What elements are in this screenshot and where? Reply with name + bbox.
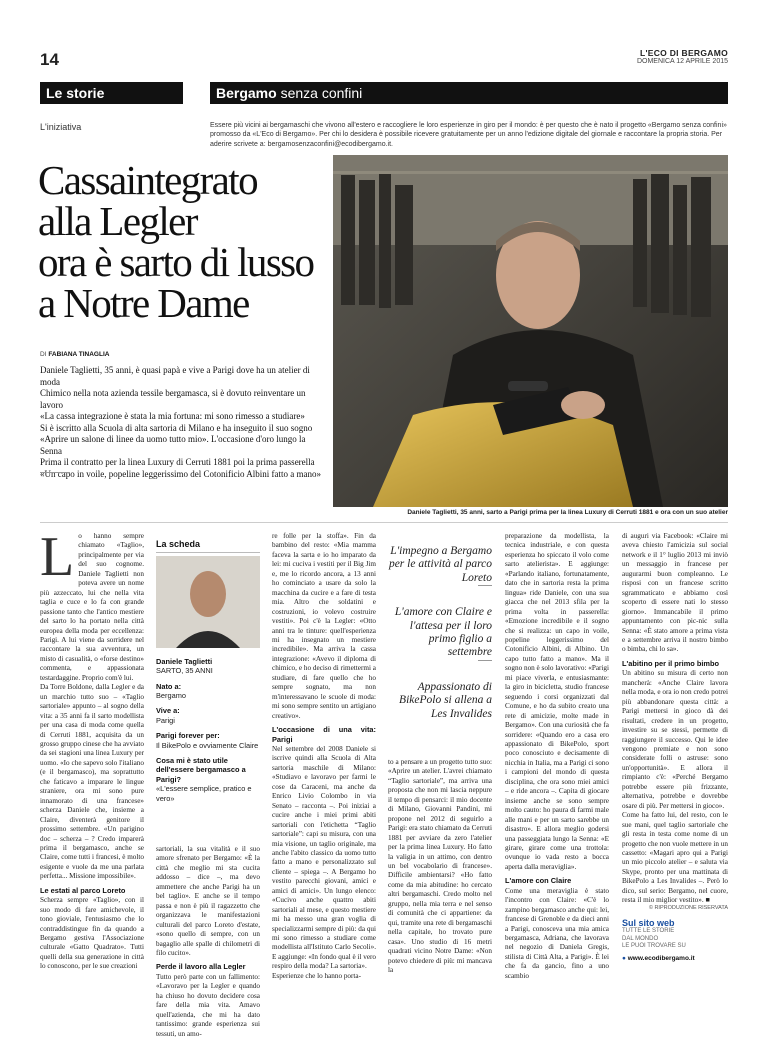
paragraph: Un abitino su misura di certo non mancherà: «Anche Claire lavora nella moda, e ora io non credo potrei più abbandonare questa città: a Parigi mettersi in gioco dà dei risultati, credere in un progetto, investire su se stessi, permette di raggiungere il successo. Qui le idee vengono premiate e non sono considerate folli o astruse: sono un'opportunità». E allora il rimpianto c'è: «Perché Bergamo potrebbe essere più frizzante, alternativa, potrebbe e dovrebbe osare di più. Per mettersi in gioco». [622,669,728,810]
paragraph: Esperienze che lo hanno porta- [272,971,362,980]
headline-line: ora è sarto di lusso [38,239,314,285]
web-line: TUTTE LE STORIE [622,928,675,934]
article-column-2 [156,845,260,1038]
profile-label: Parigi forever per: [156,731,220,741]
headline-line: Cassaintegrato [38,157,257,203]
summary-line: «La cassa integrazione è stata la mia fortuna: mi sono rimesso a studiare» [40,411,305,421]
subheading: Perde il lavoro alla Legler [156,962,246,972]
paragraph: re folle per la stoffa». Fin da bambino del resto: «Mia mamma faceva la sarta e io ho imparato da lei: mi cuciva i vestiti per il Big Jim e, me lo ricordo ancora, a 13 anni ho cominciato a usare da solo la macchina da cucire e a fare di testa mia. Altro che soldatini e costruzioni, io volevo costruire vestiti». Poi c'è la Legler: «Otto anni tra le tinture: quell'esperienza mi ha insegnato un mestiere incredibile». Ma arriva la cassa integrazione: «Avevo il diploma di chimico, e ho deciso di rimettermi a studiare, di fare quello che ho sempre sognato, ma non m'interessavano le scuole di moda: mi sono sempre sentito un artigiano creativo». [272,532,376,720]
quote-text: L'amore con Claire e l'attesa per il loro primo figlio a settembre [394,606,492,659]
byline [40,351,109,358]
subheading: L'occasione di una vita: Parigi [272,725,376,744]
main-photo [333,155,728,507]
article-column-5 [505,532,610,980]
rubric-rest: senza confini [276,85,363,101]
web-line: LE PUOI TROVARE SU [622,943,686,950]
copyright-note: © RIPRODUZIONE RISERVATA [648,905,728,911]
paragraph: preparazione da modellista, la tecnica industriale, e con questa esperienza ho spiccato il volo come sarto atelierista». E aggiunge: «Parlando italiano, fortunatamente, dato che in sartoria resta la prima lingua» ride Daniele, con una sua giacca che nel 2013 sfila per la prima volta in passerella: «Emozione incredibile e il sogno che si realizza: un capo in voile, popeline leggerissimo del Cotonificio Albini, di Albino. Un capo tutto fatto a mano». Ma il sogno non è solo lavorativo: «Parigi mi piace viverla, e entusiasmante: la giro in bicicletta, studio francese seguendo i corsi organizzati dal Comune, e ho da subito creato una rete di amicizie, molte made in Bergamo». Con una curiosità che fa sorridere: «Quando ero a casa ero appassionato di BikePolo, sport poco conosciuto e decisamente di nicchia in Italia, ma a Parigi ci sono i campioni del mondo di questa disciplina, che ora sono miei amici – e ride ancora –. Capita di giocare insieme anche se sono sempre molto cauto: ho paura di farmi male alle mani e per un sarto sarebbe un disastro». E allora meglio godersi una passeggiata lungo la Senna: «E girare, girare come una trottola: ovunque io vada resto a bocca aperta dalla meraviglia». [505,532,610,871]
headline [38,157,328,326]
profile-label: Cosa mi è stato utile dell'essere bergamasco a Parigi? [156,756,246,784]
article-column-3 [272,532,376,980]
headline-line: alla Legler [38,198,197,244]
profile-value: Bergamo [156,691,186,701]
paragraph: Scherza sempre «Taglio», con il suo modo di fare amichevole, il tono gioviale, l'entusiasmo che lo contraddistingue fin da quando a Bergamo gestiva l'Associazione culturale «Gatto Quadrato». Tutti quelli della sua generazione in città lo conoscono, per le sue creazioni [40,896,144,971]
profile-value: Parigi [156,715,175,725]
profile-box [156,540,260,835]
quote-divider [478,660,492,661]
article-column-6 [622,532,728,905]
page-number: 14 [40,50,59,69]
profile-label: Nato a: [156,681,182,691]
paragraph: Come ha fatto lui, del resto, con le sue mani, quel taglio sartoriale che gli resta in testa come nome di un progetto che non vuole mettere in un cassetto: «Magari apro qui a Parigi un mio piccolo atelier – e saluta via Skype, pronto per una mattinata di BikePolo a Les Invalides –. Però lo dico, sul serio: Bergamo, nel cuore, resta il mio miglior vestito». ■ [622,811,728,905]
newspaper-name: L'ECO DI BERGAMO [639,48,728,58]
divider [40,522,728,523]
photo-caption: Daniele Taglietti, 35 anni, sarto a Parigi prima per la linea Luxury di Cerruti 1881 e ora con un suo atelier [407,509,728,516]
summary-line: Daniele Taglietti, 35 anni, è quasi papà e vive a Parigi dove ha un atelier di moda [40,365,310,387]
web-line: DAL MONDO [622,935,659,942]
paragraph: Tutto però parte con un fallimento: «Lavoravo per la Legler e quando ha chiuso ho dovuto decidere cosa fare della mia vita. Amavo quell'azienda, che mi ha dato tantissimo: grande esperienza sui tessuti, un amo- [156,972,260,1038]
article-column-4 [388,758,492,977]
drop-cap: L [40,526,75,588]
globe-icon: ● [622,954,626,962]
summary-line: Chimico nella nota azienda tessile bergamasca, si è dovuto reinventare un lavoro [40,388,306,410]
pull-quotes [388,545,492,741]
rubric-bold: Bergamo [216,85,277,101]
paragraph: o hanno sempre chiamato «Taglio», principalmente per via del suo cognome. Daniele Taglietti non poteva avere un nome più azzeccato, lui che nella vita taglia e cuce e lo fa con grande passione tanto che l'antico mestiere del sarto lo ha portato nella città europea della moda per eccellenza: Parigi. A lui viene da sorridere nel raccontare la sua avventura, un misto di casualità, o «forse destino» commenta, e appassionata testardaggine. Proprio com'è lui. [40,532,144,682]
quote-text: L'impegno a Bergamo per le attività al parco Loreto [388,545,492,584]
kicker: L'iniziativa [40,122,82,132]
headline-line: a Notre Dame [38,280,249,326]
quote-text: Appassionato di BikePolo si allena a Les Invalides [399,680,492,720]
article-column-1 [40,526,144,977]
web-title: Sul sito web [622,918,675,928]
web-box [622,918,728,962]
byline-prefix: DI [40,351,49,358]
pull-quote [388,681,492,721]
paragraph: di auguri via Facebook: «Claire mi aveva chiesto l'amicizia sul social network e il 1° luglio 2013 mi inviò un messaggio in francese per augurarmi buon compleanno. Le risposi con un francese scritto sgrammaticato e abbiamo così scoperto di essere nati lo stesso giorno». Immancabile il primo appuntamento con pic-nic sulla Senna: «È stato amore a prima vista e a settembre arriva il nostro bimbo o bimba, chi lo sa». [622,532,728,654]
pull-quote [388,606,492,661]
tailor-ironing-photo [333,155,728,507]
pull-quote [388,545,492,586]
paragraph: Nel settembre del 2008 Daniele si iscrive quindi alla Scuola di Alta sartoria maschile di Milano: «Studiavo e lavoravo per farmi le cose da Caraceni, ma anche da Enrico Livio Colombo in via Senato – racconta –. Poi iniziai a cucire anche i miei primi abiti sartoriali con l'etichetta “Taglio sartoriale”: capi su misura, con una mia visione, un taglio originale, ma anche l'abito classico da uomo tutto fatto a mano e personalizzato sul cliente – spiega –. A Bergamo ho vestito parecchi giovani, amici e amici di amici». Un lungo elenco: «Cucivo anche quattro abiti sartoriali al mese, e questo mestiere mi ha messo una gran voglia di specializzarmi sempre di più: da qui mi sono rimesso a studiare come modellista all'Istituto Carlo Secoli». E aggiunge: «In fondo qual è il vero respiro della moda? La sartoria». [272,744,376,971]
profile-label: Vive a: [156,706,180,716]
issue-date: DOMENICA 12 APRILE 2015 [636,58,728,65]
summary-line: «Aprire un salone di linee da uomo tutto mio». L'occasione d'oro lungo la Senna [40,434,306,456]
subheading: L'amore con Claire [505,876,572,886]
subheading: Le estati al parco Loreto [40,885,126,895]
profile-value: «L'essere semplice, pratico e vero» [156,784,252,803]
portrait-photo [156,556,260,648]
profile-title: La scheda [156,540,260,553]
web-link[interactable] [622,955,728,962]
summary-line: Prima il contratto per la linea Luxury di Cerruti 1881 poi la prima passerella [40,457,315,467]
masthead [637,48,728,65]
quote-divider [478,585,492,586]
summary-line: Si è iscritto alla Scuola di alta sartoria di Milano e ha inseguito il suo sogno [40,422,313,433]
intro-text: Essere più vicini ai bergamaschi che vivono all'estero e raccogliere le loro esperienze in giro per il mondo: è per questo che è nato il progetto «Bergamo senza confini» promosso da «L'Eco di Bergamo». Per chi lo desidera è possibile ricevere gratuitamente per un anno l'edizione digitale del giornale e raccontare la propria storia. Per aderire scrivete a: bergamosenzaconfini@ecodibergamo.it. [210,122,727,148]
subheading: L'abitino per il primo bimbo [622,658,720,668]
paragraph: sartoriali, la sua vitalità e il suo amore sfrenato per Bergamo: «È la città che meglio mi sta cucita addosso – dice –, ma devo ammettere che anche Parigi ha un bel taglio». E anche se il tempo passa e non è più il ragazzetto che organizzava le manifestazioni culturali del parco Loreto d'estate, «sono quello di sempre, con un bagaglio alle spalle di chilometri di filo cucito». [156,845,260,957]
profile-name: Daniele Taglietti [156,656,213,666]
rubric-bar [210,82,728,104]
paragraph: Come una meraviglia è stato l'incontro con Claire: «C'è lo zampino bergamasco anche qui: lei, francese di Grenoble e da dieci anni a Parigi, conosceva una mia amica bergamasca, Adriana, che lavorava nel negozio di Daniela Gregis, stilista di Città Alta, a Parigi». È lei che fa da gancio, fino a uno scambio [505,886,609,980]
section-bar: Le storie [40,82,183,104]
paragraph: Da Torre Boldone, dalla Legler e da un marchio tutto suo – «Taglio sartoriale» appunto – al sogno della vita: a 35 anni fa il sarto modellista per una casa di moda come quella di Cerruti 1881, acquisita da un grosso gruppo cinese che ha avviato da sei stagioni una linea Luxury per uomo. «Io che sapevo solo l'italiano (e il bergamasco), ma soprattutto che faticavo a imparare le lingue straniere, ora mi sono pure innamorato di una francese» scherza Daniele che, insieme a Claire, diventerà genitore il prossimo settembre. «Un parigino doc – scherza – ? Credo imparerà prima il bergamasco, anche se Claire, come tutti i francesi, è molto esigente e vuole da me una parlata perfetta... Missione impossibile». [40,683,144,881]
author-name: FABIANA TINAGLIA [48,351,110,358]
paragraph: to a pensare a un progetto tutto suo: «Aprire un atelier. L'avrei chiamato “Taglio sartoriale”, ma arriva una proposta che non mi lascia neppure il tempo di pensarci: il mio docente di Milano, Giovanni Pandini, mi propone nel 2012 di seguirlo a Parigi: era stato chiamato da Cerruti 1881 per avviare da zero l'atelier per la prima linea Luxury. Ho fatto la valigia in un attimo, con dentro un bel vocabolario di francese». Difficile ambientarsi? «Ho fatto come da mia abitudine: ho cercato altri bergamaschi. Credo molto nel gruppo, nella mia terra e nel senso di comunità che ci appartiene: da qui, tramite una rete di bergamaschi nella capitale, ho trovato pure casa». Uno studio di 16 metri quadrati vicino Notre Dame: «Non potevo chiedere di più: mi mancava la [388,758,492,974]
summary-divider [40,472,70,473]
profile-role: SARTO, 35 ANNI [156,666,213,676]
summary-line: «Un capo in voile, popeline leggerissimo del Cotonificio Albini fatto a mano» [40,468,321,479]
summary [40,365,325,480]
profile-value: Il BikePolo e ovviamente Claire [156,740,259,750]
web-url: www.ecodibergamo.it [627,954,695,962]
